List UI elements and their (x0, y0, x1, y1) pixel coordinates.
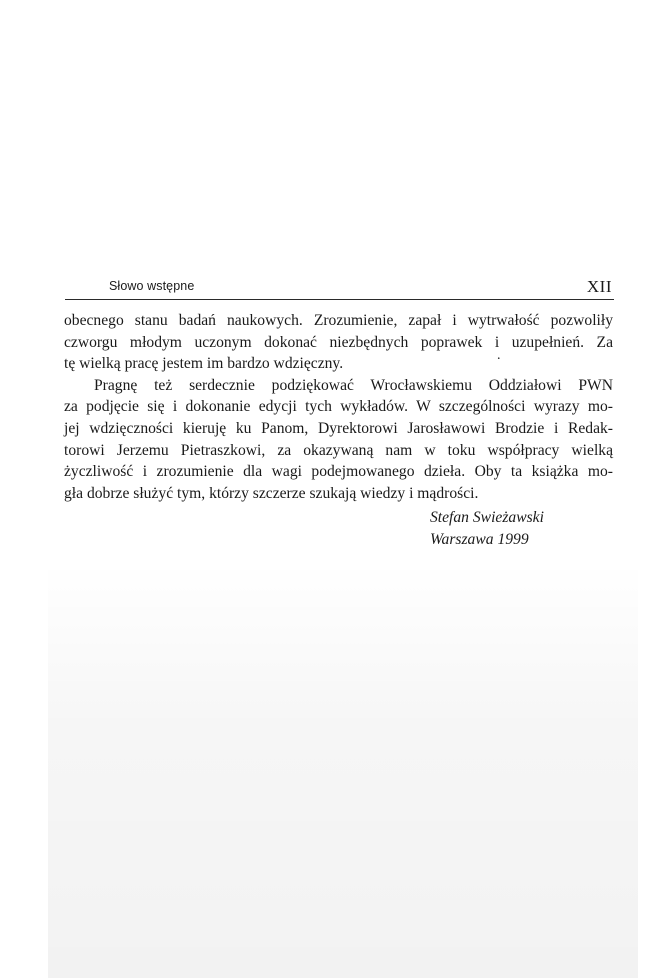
paragraph-2-line: życzliwość i zrozumienie dla wagi podejmowanego dzieła. Oby ta książka mo- (64, 463, 613, 481)
scan-shading (48, 560, 638, 978)
signature-block (430, 507, 544, 550)
paragraph-2-line: torowi Jerzemu Pietraszkowi, za okazywaną nam w toku współpracy wielką (64, 441, 613, 459)
paragraph-2-line: za podjęcie się i dokonanie edycji tych wykładów. W szczególności wyrazy mo- (64, 398, 613, 416)
paragraph-1-line: obecnego stanu badań naukowych. Zrozumienie, zapał i wytrwałość pozwoliły (64, 312, 613, 329)
paragraph-1-line: tę wielką pracę jestem im bardzo wdzięczny. (64, 355, 344, 373)
signature-place-date: Warszawa 1999 (430, 530, 529, 548)
page-header (65, 277, 613, 299)
stray-mark: . (497, 348, 501, 363)
paragraph-2-line: gła dobrze służyć tym, którzy szczerze szukają wiedzy i mądrości. (64, 484, 479, 502)
paragraph-2-line: jej wdzięczności kieruję ku Panom, Dyrektorowi Jarosławowi Brodzie i Redak- (64, 419, 613, 437)
page-number: XII (586, 277, 612, 296)
body-text (64, 310, 613, 504)
header-rule (65, 299, 614, 300)
paragraph-2-line: Pragnę też serdecznie podziękować Wrocławskiemu Oddziałowi PWN (94, 376, 613, 394)
paragraph-1-line: czworgu młodym uczonym dokonać niezbędnych poprawek i uzupełnień. Za (64, 333, 613, 351)
running-title: Słowo wstępne (109, 279, 195, 293)
signature-name: Stefan Swieżawski (430, 509, 544, 526)
